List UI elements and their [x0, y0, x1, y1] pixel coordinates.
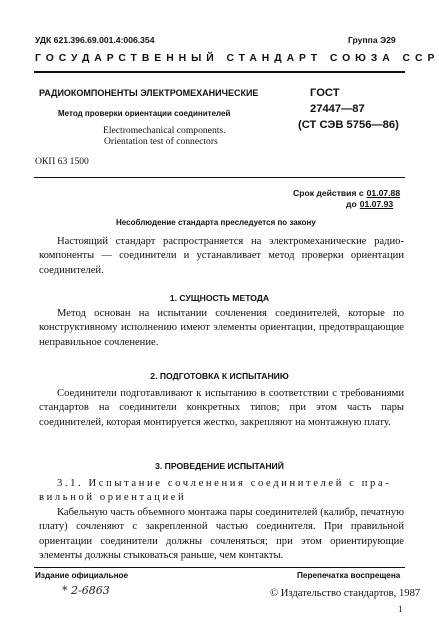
- header-rule: [34, 71, 405, 73]
- title-rule: [34, 177, 405, 178]
- section-3-heading: 3. ПРОВЕДЕНИЕ ИСПЫТАНИЙ: [155, 461, 284, 471]
- validity-to-label: до: [346, 199, 357, 209]
- validity-from-date: 01.07.88: [366, 188, 401, 198]
- title-ru: РАДИОКОМПОНЕНТЫ ЭЛЕКТРОМЕХАНИЧЕСКИЕ: [39, 88, 259, 98]
- validity-from-label: Срок действия с: [293, 188, 364, 198]
- section-3-1-title-line2: вильной ориентацией: [39, 492, 187, 503]
- official-edition: Издание официальное: [35, 571, 129, 580]
- validity-to-date: 01.07.93: [359, 199, 394, 209]
- section-2-heading: 2. ПОДГОТОВКА К ИСПЫТАНИЮ: [150, 371, 289, 381]
- subtitle-ru: Метод проверки ориентации соединителей: [58, 109, 231, 118]
- validity-to: [346, 199, 393, 209]
- intro-paragraph: Настоящий стандарт распространяется на электромеханические радио-компоненты — соединители и устанавливает метод проверки ориентации соединителей.: [39, 236, 404, 276]
- gost-number: 27447—87: [310, 103, 365, 115]
- copyright: © Издательство стандартов, 1987: [270, 588, 421, 599]
- legal-notice: Несоблюдение стандарта преследуется по закону: [116, 218, 316, 227]
- st-sev-number: (СТ СЭВ 5756—86): [298, 119, 399, 131]
- standard-banner: ГОСУДАРСТВЕННЫЙ СТАНДАРТ СОЮЗА ССР: [35, 53, 439, 64]
- validity-from: [293, 188, 400, 198]
- footer-rule: [34, 567, 405, 568]
- gost-label: ГОСТ: [310, 87, 340, 99]
- title-en-line1: Electromechanical components.: [103, 125, 226, 136]
- title-en-line2: Orientation test of connectors: [104, 136, 218, 147]
- reprint-prohibited: Перепечатка воспрещена: [297, 571, 401, 580]
- section-2-text: Соединители подготавливают к испытанию в соответствии с требованиями стандартов на соединители конкретных типов; при этом часть пары соединителей, которая монтируется жестко, закрепляют на монтажную плату.: [39, 388, 404, 428]
- okp-code: ОКП 63 1500: [35, 156, 89, 167]
- section-3-1-title-line1: 3.1. Испытание сочленения соединителей с пра-: [57, 478, 392, 489]
- section-1-heading: 1. СУЩНОСТЬ МЕТОДА: [169, 293, 270, 303]
- page-number: 1: [398, 604, 403, 614]
- udk-code: УДК 621.396.69.001.4:006.354: [35, 35, 155, 45]
- section-3-text: Кабельную часть объемного монтажа пары соединителей (калибр, печатную плату) сочленяют с закрепленной частью соединителя. При правильной ориентации соединители должны сочленяться; при этом ориентирующие элементы должны стыковаться раньше, чем контакты.: [39, 507, 404, 561]
- handwritten-mark: * 2-6863: [62, 584, 110, 597]
- group-code: Группа Э29: [348, 35, 396, 45]
- section-1-text: Метод основан на испытании сочленения соединителей, которые по конструктивному исполнению имеют элементы ориентации, предотвращающие неправильное сочленение.: [39, 308, 404, 348]
